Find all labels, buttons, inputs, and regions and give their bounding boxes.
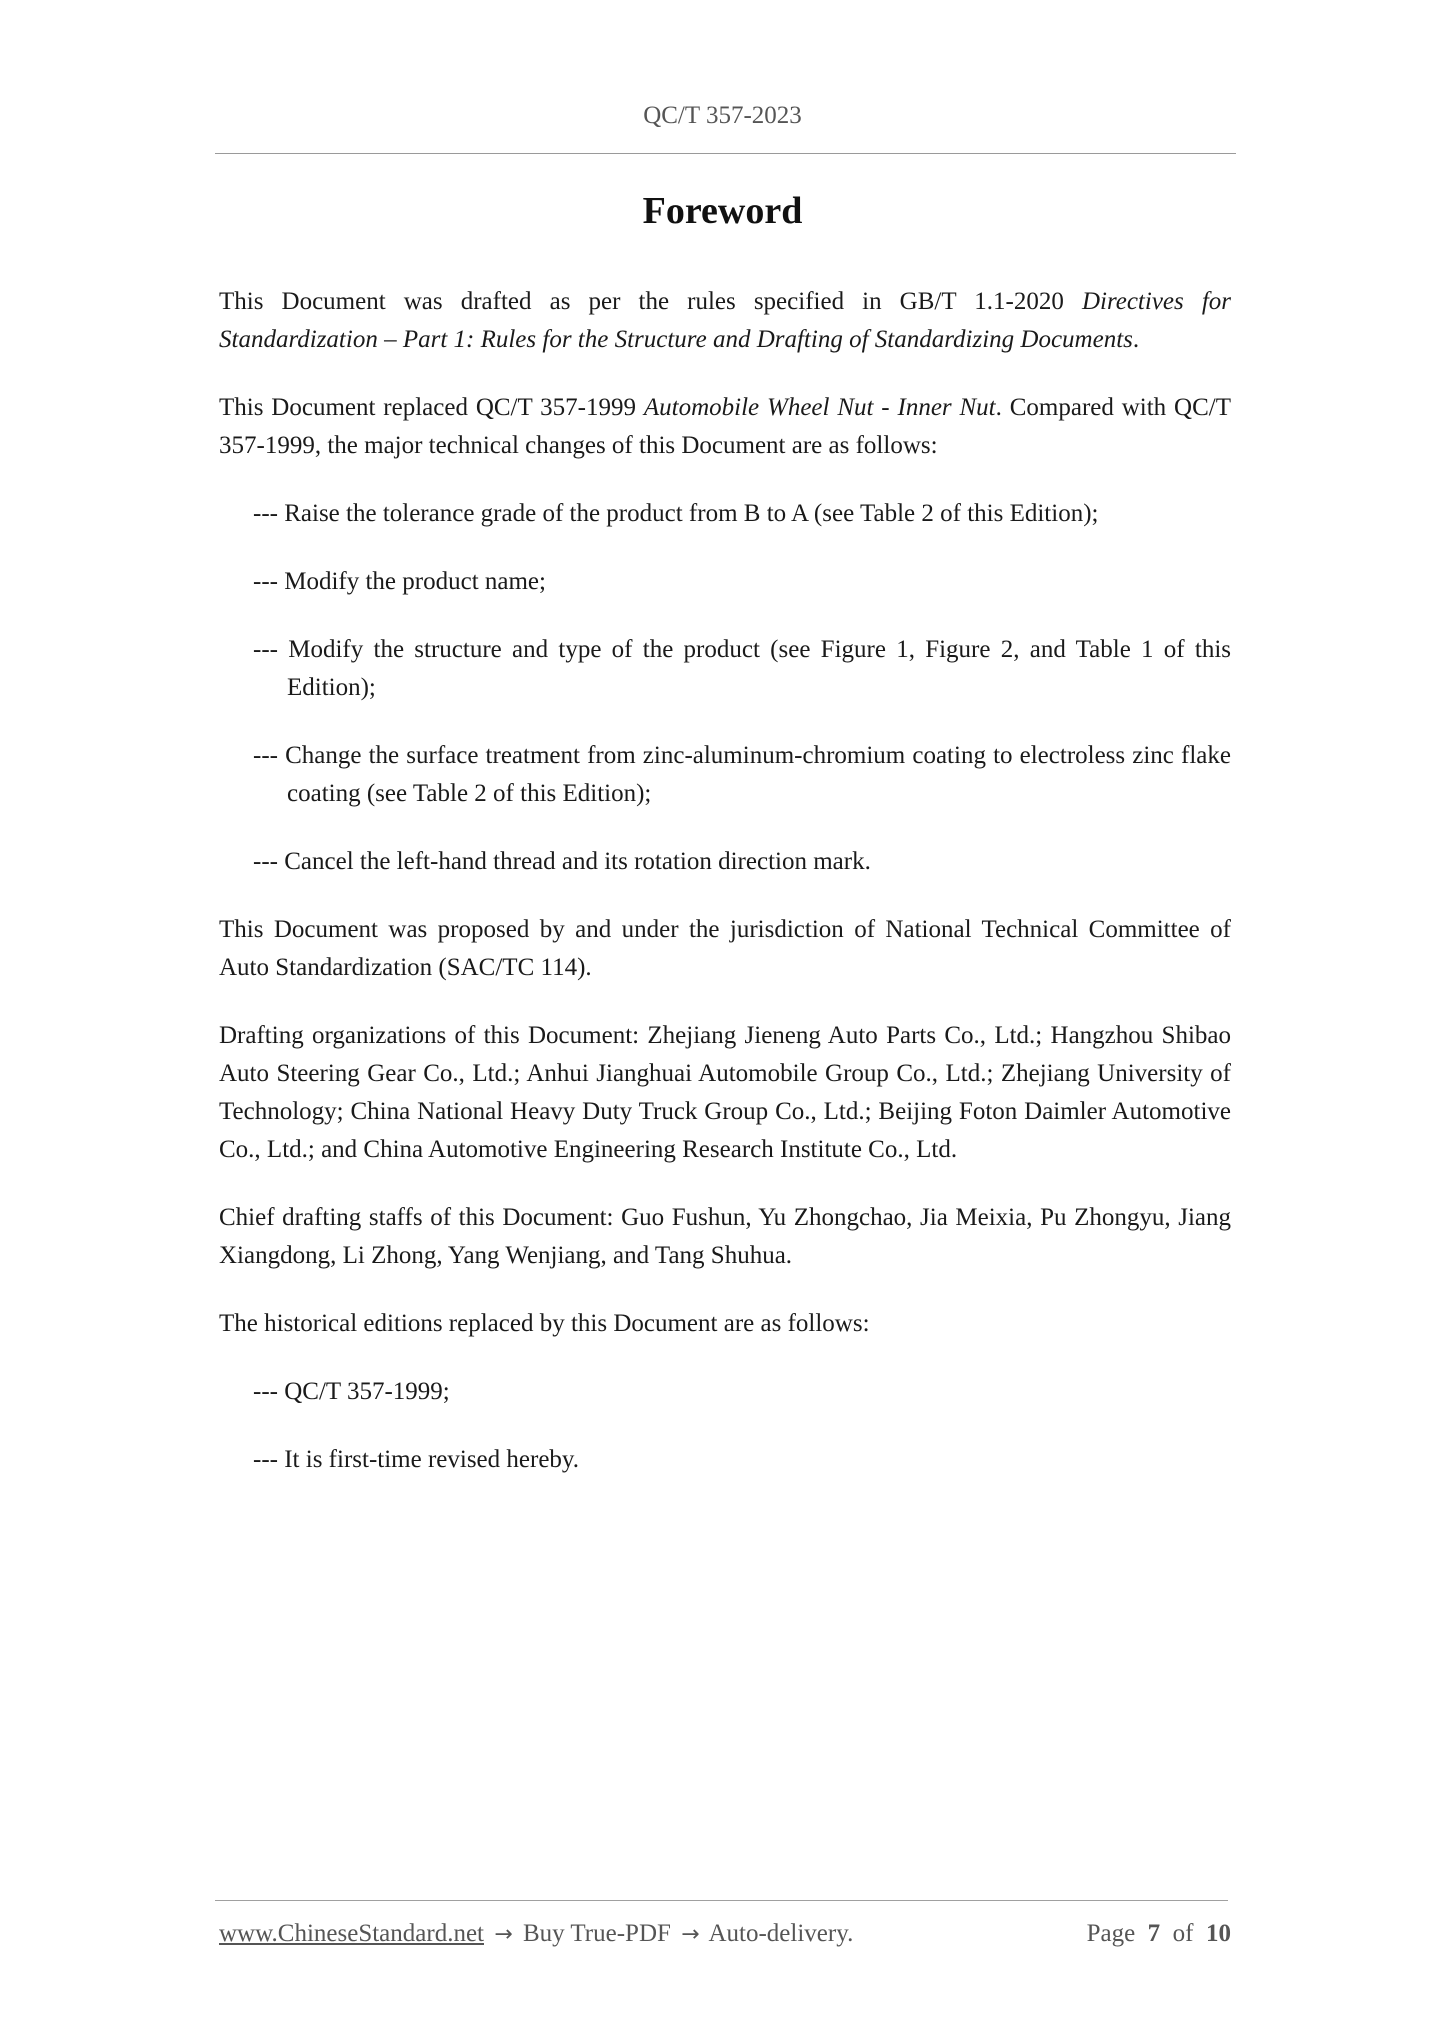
total-page-number: 10 xyxy=(1206,1920,1231,1947)
document-code-header: QC/T 357-2023 xyxy=(643,102,802,129)
text-span: This Document replaced QC/T 357-1999 xyxy=(219,394,644,421)
list-item-text: Modify the structure and type of the product (see Figure 1, Figure 2, and Table 1 of this Edition); xyxy=(287,636,1232,701)
of-label: of xyxy=(1172,1920,1194,1947)
page-number xyxy=(1087,1920,1231,1948)
list-item-history xyxy=(219,1373,1231,1411)
list-item-text: Change the surface treatment from zinc-aluminum-chromium coating to electroless zinc flake coating (see Table 2 of this Edition); xyxy=(285,742,1231,807)
footer-divider xyxy=(215,1900,1228,1901)
page-title: Foreword xyxy=(642,190,803,232)
paragraph-replacement xyxy=(219,389,1231,465)
list-item-text: Raise the tolerance grade of the product from B to A (see Table 2 of this Edition); xyxy=(284,500,1099,527)
current-page-number: 7 xyxy=(1147,1920,1161,1947)
list-dash: --- xyxy=(253,1446,278,1473)
document-body xyxy=(219,283,1231,1509)
paragraph-jurisdiction: This Document was proposed by and under the jurisdiction of National Technical Committee of Auto Standardization (SAC/TC 114). xyxy=(219,916,1231,981)
list-item-change xyxy=(219,631,1231,707)
list-dash: --- xyxy=(253,568,278,595)
list-item-text: QC/T 357-1999; xyxy=(284,1378,450,1405)
list-dash: --- xyxy=(253,742,278,769)
list-dash: --- xyxy=(253,848,278,875)
list-item-change xyxy=(219,495,1231,533)
list-item-change xyxy=(219,737,1231,813)
list-dash: --- xyxy=(253,1378,278,1405)
text-span: . Compared with QC/T 357-1999, the major technical changes of this Document are as follows: xyxy=(219,394,1231,459)
paragraph-drafting-staff: Chief drafting staffs of this Document: Guo Fushun, Yu Zhongchao, Jia Meixia, Pu Zhongyu, Jiang Xiangdong, Li Zhong, Yang Wenjiang, and Tang Shuhua. xyxy=(219,1204,1231,1269)
list-item-text: It is first-time revised hereby. xyxy=(284,1446,580,1473)
page-footer xyxy=(219,1920,1231,1960)
website-link[interactable]: www.ChineseStandard.net xyxy=(219,1920,484,1947)
paragraph-drafting-organizations: Drafting organizations of this Document: Zhejiang Jieneng Auto Parts Co., Ltd.; Hangzhou Shibao Auto Steering Gear Co., Ltd.; Anhui Jianghuai Automobile Group Co., Ltd.; Zhejiang University of Technology; China National Heavy Duty Truck Group Co., Ltd.; Beijing Foton Daimler Automotive Co., Ltd.; and China Automotive Engineering Research Institute Co., Ltd. xyxy=(219,1022,1231,1163)
paragraph-historical-editions: The historical editions replaced by this Document are as follows: xyxy=(219,1310,870,1337)
list-item-change xyxy=(219,843,1231,881)
list-dash: --- xyxy=(253,500,278,527)
italic-reference-title: Directives for Standardization – Part 1: Rules for the Structure and Drafting of Standardizing Documents xyxy=(219,288,1232,353)
list-item-history xyxy=(219,1441,1231,1479)
text-span: This Document was drafted as per the rules specified in GB/T 1.1-2020 xyxy=(219,288,1082,315)
italic-replaced-title: Automobile Wheel Nut - Inner Nut xyxy=(643,394,996,421)
auto-delivery-text: Auto-delivery. xyxy=(708,1920,854,1947)
page-label: Page xyxy=(1086,1920,1136,1947)
list-item-text: Cancel the left-hand thread and its rotation direction mark. xyxy=(284,848,871,875)
list-dash: --- xyxy=(253,636,278,663)
buy-true-pdf-text: Buy True-PDF xyxy=(522,1920,671,1947)
list-item-text: Modify the product name; xyxy=(284,568,546,595)
list-item-change xyxy=(219,563,1231,601)
arrow-right-icon: → xyxy=(494,1922,513,1947)
paragraph-drafting-rules xyxy=(219,283,1231,359)
header-divider xyxy=(215,153,1236,154)
footer-promo xyxy=(219,1920,853,1948)
arrow-right-icon: → xyxy=(681,1922,700,1947)
text-span: . xyxy=(1132,326,1140,353)
